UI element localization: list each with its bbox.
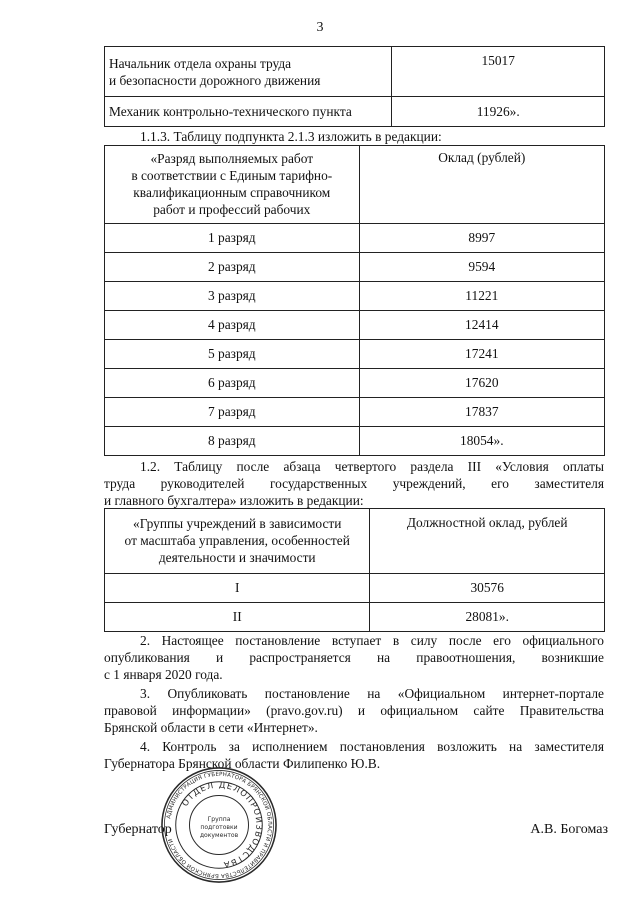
paragraph-3: 3. Опубликовать постановление на «Официальном интернет-портале правовой информации» (pravo.gov.ru) и официальном сайте Правительства Брянской области в сети «Интернет». xyxy=(104,686,604,735)
paragraph-1-2: 1.2. Таблицу после абзаца четвертого раздела III «Условия оплаты труда руководителей государственных учреждений, его заместителя и главного бухгалтера» изложить в редакции: xyxy=(104,459,604,508)
grade-cell: 5 разряд xyxy=(105,340,360,369)
table-row xyxy=(105,603,605,632)
salary-cell: 9594 xyxy=(359,253,604,282)
table-row xyxy=(105,47,605,97)
signature-title: Губернатор xyxy=(104,822,172,837)
table-row xyxy=(105,369,605,398)
grade-cell: 6 разряд xyxy=(105,369,360,398)
salary-header: Оклад (рублей) xyxy=(359,146,604,224)
salary-cell: 17241 xyxy=(359,340,604,369)
svg-text:Группа: Группа xyxy=(207,816,231,824)
salary-cell: 30576 xyxy=(370,574,605,603)
grade-cell: 7 разряд xyxy=(105,398,360,427)
position-cell: Механик контрольно-технического пункта xyxy=(105,97,392,127)
salary-cell: 8997 xyxy=(359,224,604,253)
svg-text:АДМИНИСТРАЦИЯ ГУБЕРНАТОРА БРЯН: АДМИНИСТРАЦИЯ ГУБЕРНАТОРА БРЯНСКОЙ ОБЛАСТИ И ПРАВИТЕЛЬСТВА БРЯНСКОЙ ОБЛАСТИ xyxy=(166,771,273,879)
grade-cell: 4 разряд xyxy=(105,311,360,340)
table-groups xyxy=(104,508,605,632)
salary-cell: 17620 xyxy=(359,369,604,398)
salary-cell: 11926». xyxy=(392,97,605,127)
salary-cell: 11221 xyxy=(359,282,604,311)
signature-name: А.В. Богомаз xyxy=(530,822,608,837)
paragraph-4: 4. Контроль за исполнением постановления возложить на заместителя Губернатора Брянской области Филипенко Ю.В. xyxy=(104,739,604,771)
page-number: 3 xyxy=(316,20,324,35)
table-row xyxy=(105,253,605,282)
svg-text:документов: документов xyxy=(199,831,239,839)
salary-header: Должностной оклад, рублей xyxy=(370,509,605,574)
table-row xyxy=(105,282,605,311)
table-row xyxy=(105,224,605,253)
table-row xyxy=(105,427,605,456)
grade-cell: 1 разряд xyxy=(105,224,360,253)
table-row xyxy=(105,97,605,127)
table-row xyxy=(105,340,605,369)
salary-cell: 28081». xyxy=(370,603,605,632)
paragraph-1-1-3: 1.1.3. Таблицу подпункта 2.1.3 изложить в редакции: xyxy=(140,129,442,144)
grade-cell: 3 разряд xyxy=(105,282,360,311)
grade-header: «Разряд выполняемых работ в соответствии с Единым тарифно- квалификационным справочником работ и профессий рабочих xyxy=(105,146,360,224)
group-header: «Группы учреждений в зависимости от масштаба управления, особенностей деятельности и значимости xyxy=(105,509,370,574)
grade-cell: 2 разряд xyxy=(105,253,360,282)
table-row xyxy=(105,398,605,427)
paragraph-2: 2. Настоящее постановление вступает в силу после его официального опубликования и распространяется на правоотношения, возникшие с 1 января 2020 года. xyxy=(104,633,604,682)
table-header-row xyxy=(105,509,605,574)
svg-text:подготовки: подготовки xyxy=(200,823,238,831)
salary-cell: 17837 xyxy=(359,398,604,427)
table-row xyxy=(105,311,605,340)
table-positions xyxy=(104,46,605,127)
salary-cell: 12414 xyxy=(359,311,604,340)
position-cell: Начальник отдела охраны труда и безопасности дорожного движения xyxy=(105,47,392,97)
svg-text:ОТДЕЛ ДЕЛОПРОИЗВОДСТВА: ОТДЕЛ ДЕЛОПРОИЗВОДСТВА xyxy=(179,779,265,871)
official-stamp xyxy=(160,766,278,884)
salary-cell: 15017 xyxy=(392,47,605,97)
group-cell: II xyxy=(105,603,370,632)
salary-cell: 18054». xyxy=(359,427,604,456)
table-grades xyxy=(104,145,605,456)
table-header-row xyxy=(105,146,605,224)
group-cell: I xyxy=(105,574,370,603)
table-row xyxy=(105,574,605,603)
grade-cell: 8 разряд xyxy=(105,427,360,456)
